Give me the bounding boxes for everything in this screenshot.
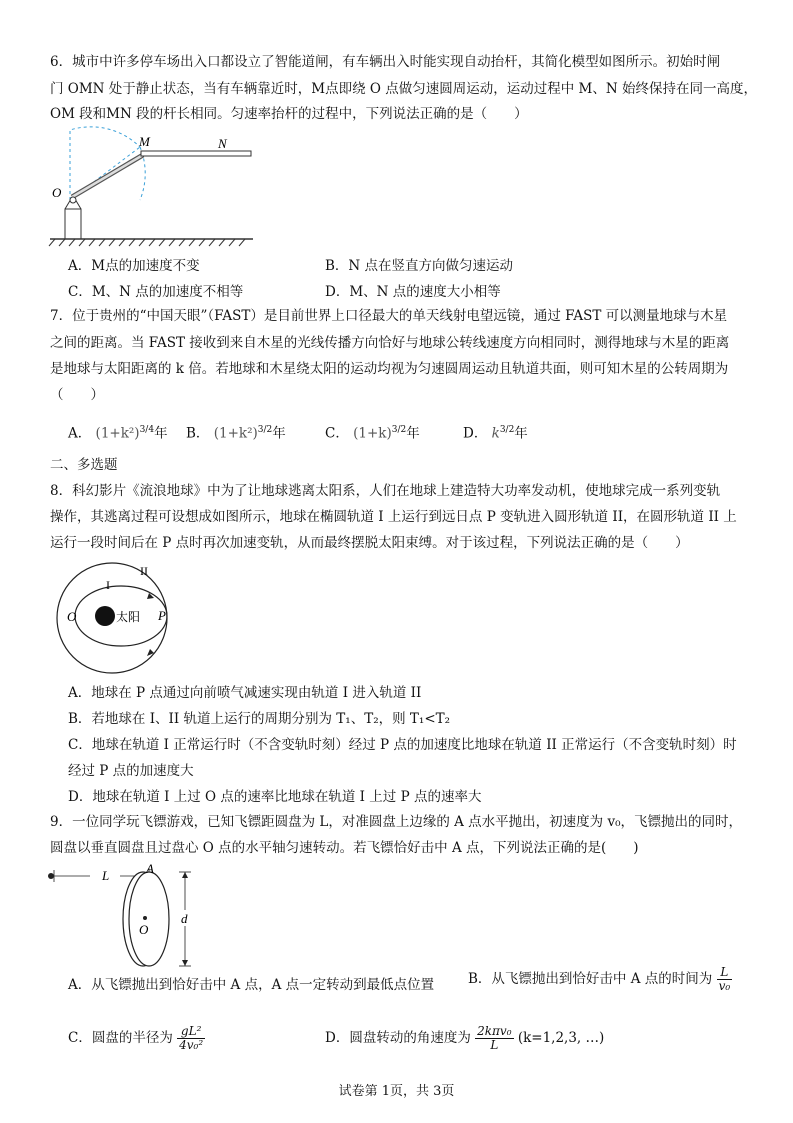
q8-option-a[interactable]: A．地球在 P 点通过向前喷气减速实现由轨道 I 进入轨道 II — [68, 685, 422, 701]
q8-orbit-figure — [50, 563, 185, 678]
q6-stem-line2: 门 OMN 处于静止状态，当有车辆靠近时，M点即绕 O 点做匀速圆周运动，运动过程中 M、N 始终保持在同一高度， — [50, 81, 757, 97]
q9-option-b-fraction: $\frac{L}{\text{v₀}}$ — [718, 965, 731, 993]
q9-option-c[interactable] — [68, 1025, 205, 1052]
q6-label-M: M — [139, 134, 150, 149]
q9-option-d-suffix: (k=1,2,3, …) — [517, 1030, 605, 1046]
q7-option-c-unit: 年 — [406, 425, 420, 442]
q7-option-b-prefix: B． — [186, 425, 210, 442]
q7-option-d-exp: 3/2 — [499, 425, 515, 435]
q9-dart-figure — [45, 858, 205, 968]
q7-stem-line4: （ ） — [50, 387, 104, 403]
q6-option-d[interactable]: D．M、N 点的速度大小相等 — [325, 284, 501, 300]
q8-label-I: I — [106, 578, 110, 592]
q9-stem-line1: 9．一位同学玩飞镖游戏，已知飞镖距圆盘为 L，对准圆盘上边缘的 A 点水平抛出，初速度为 v₀，飞镖抛出的同时， — [50, 814, 743, 830]
q7-option-a-expr: (1+k²) — [95, 425, 140, 442]
q7-option-b-expr: (1+k²) — [213, 425, 258, 442]
q9-label-L: L — [102, 868, 110, 883]
q7-option-c-exp: 3/2 — [391, 425, 407, 435]
q7-option-d-expr: k — [491, 425, 500, 442]
q6-option-a[interactable]: A．M点的加速度不变 — [68, 258, 200, 274]
page-footer: 试卷第 1页，共 3页 — [338, 1084, 455, 1099]
q7-option-a-unit: 年 — [154, 425, 168, 442]
q9-label-A: A — [146, 861, 154, 876]
q9-label-O: O — [139, 922, 149, 937]
q6-label-O: O — [52, 185, 62, 200]
q6-option-b[interactable]: B．N 点在竖直方向做匀速运动 — [325, 258, 514, 274]
q8-stem-line1: 8．科幻影片《流浪地球》中为了让地球逃离太阳系，人们在地球上建造特大功率发动机，使地球完成一系列变轨 — [50, 483, 721, 499]
q9-option-d[interactable] — [325, 1025, 604, 1052]
q9-option-d-fraction: $\frac{\text{2kπv₀}}{L}$ — [477, 1024, 512, 1052]
q6-label-N: N — [218, 136, 227, 151]
q6-option-c[interactable]: C．M、N 点的加速度不相等 — [68, 284, 244, 300]
q8-label-sun: 太阳 — [116, 610, 141, 624]
q8-label-O: O — [67, 609, 77, 624]
q8-stem-line2: 操作，其逃离过程可设想成如图所示，地球在椭圆轨道 I 上运行到远日点 P 变轨进入圆形轨道 II，在圆形轨道 II 上 — [50, 509, 737, 525]
q8-option-b[interactable]: B．若地球在 I、II 轨道上运行的周期分别为 T₁、T₂，则 T₁<T₂ — [68, 711, 451, 727]
q7-option-b-exp: 3/2 — [257, 425, 273, 435]
q7-option-b-unit: 年 — [272, 425, 286, 442]
q7-option-a-prefix: A． — [68, 425, 92, 442]
q8-label-II: II — [140, 564, 148, 578]
q9-option-a[interactable]: A．从飞镖抛出到恰好击中 A 点，A 点一定转动到最低点位置 — [68, 977, 435, 993]
q9-label-d: d — [181, 911, 188, 926]
q7-option-c[interactable] — [325, 419, 420, 445]
q9-option-d-text: D．圆盘转动的角速度为 — [325, 1030, 471, 1046]
q7-option-c-prefix: C． — [325, 425, 349, 442]
q8-label-P: P — [158, 608, 166, 623]
q9-option-b-text: B．从飞镖抛出到恰好击中 A 点的时间为 — [468, 971, 713, 987]
q9-stem-line2: 圆盘以垂直圆盘且过盘心 O 点的水平轴匀速转动。若飞镖恰好击中 A 点，下列说法正确的是( ) — [50, 840, 639, 856]
q7-option-b[interactable] — [186, 419, 286, 445]
q7-stem-line3: 是地球与太阳距离的 k 倍。若地球和木星绕太阳的运动均视为匀速圆周运动且轨道共面，则可知木星的公转周期为 — [50, 361, 729, 377]
q7-stem-line2: 之间的距离。当 FAST 接收到来自木星的光线传播方向恰好与地球公转线速度方向相同时，测得地球与木星的距离 — [50, 335, 730, 351]
q7-option-a-exp: 3/4 — [139, 425, 155, 435]
q7-option-a[interactable] — [68, 419, 168, 445]
q8-option-c-line2[interactable]: 经过 P 点的加速度大 — [68, 763, 194, 779]
q8-option-d[interactable]: D．地球在轨道 I 上过 O 点的速率比地球在轨道 I 上过 P 点的速率大 — [68, 789, 482, 805]
section-heading-multiple-choice: 二、多选题 — [50, 457, 118, 473]
q6-gate-figure — [45, 125, 265, 250]
q6-stem-line1: 6．城市中许多停车场出入口都设立了智能道闸，有车辆出入时能实现自动抬杆，其简化模型如图所示。初始时闸 — [50, 54, 721, 70]
q9-option-c-text: C．圆盘的半径为 — [68, 1030, 173, 1046]
q8-stem-line3: 运行一段时间后在 P 点时再次加速变轨，从而最终摆脱太阳束缚。对于该过程，下列说法正确的是（ ） — [50, 535, 689, 551]
q7-option-d-prefix: D． — [463, 425, 488, 442]
q6-stem-line3: OM 段和MN 段的杆长相同。匀速率抬杆的过程中，下列说法正确的是（ ） — [50, 106, 528, 122]
q7-option-d-unit: 年 — [514, 425, 528, 442]
q8-option-c-line1[interactable]: C．地球在轨道 I 正常运行时（不含变轨时刻）经过 P 点的加速度比地球在轨道 II 正常运行（不含变轨时刻）时 — [68, 737, 737, 753]
q7-option-d[interactable] — [463, 419, 528, 445]
q7-option-c-expr: (1+k) — [353, 425, 392, 442]
q7-stem-line1: 7．位于贵州的“中国天眼”（FAST）是目前世界上口径最大的单天线射电望远镜，通过 FAST 可以测量地球与木星 — [50, 308, 728, 324]
q9-option-b[interactable] — [468, 966, 732, 993]
q9-option-c-fraction: $\frac{\text{gL²}}{\text{4v₀²}}$ — [179, 1024, 204, 1052]
